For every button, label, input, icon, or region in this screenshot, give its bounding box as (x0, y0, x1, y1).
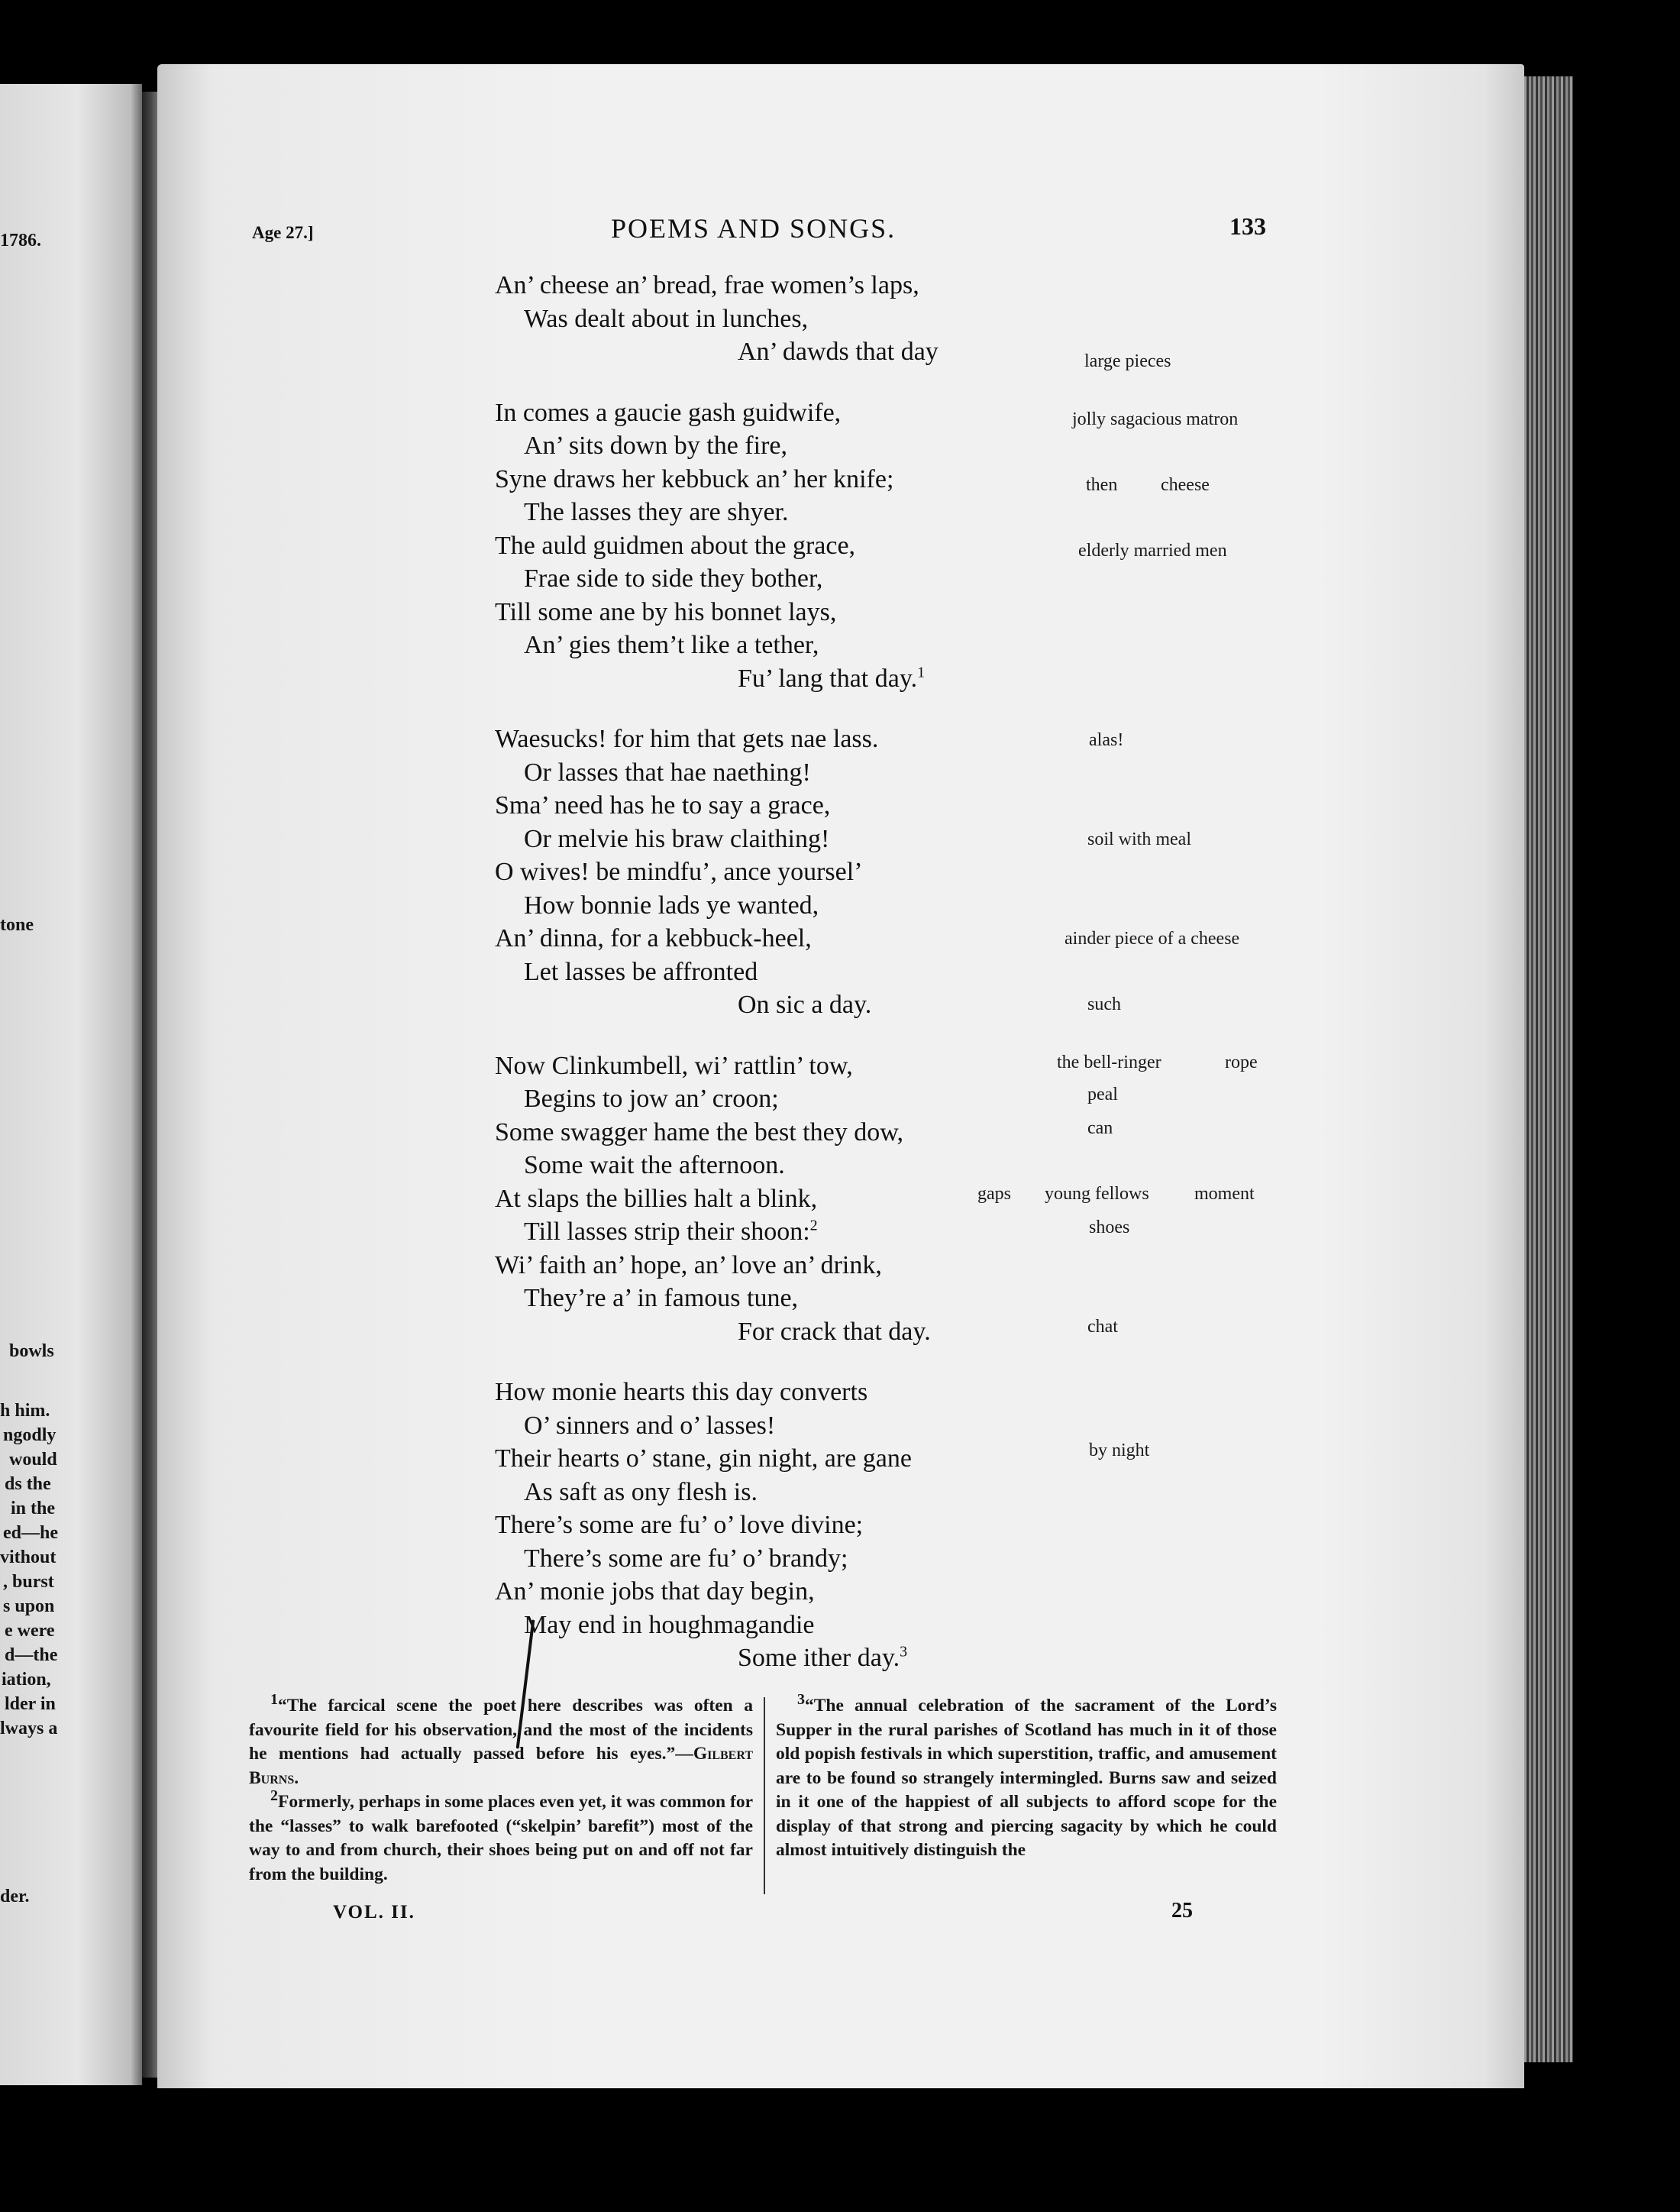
marginal-gloss: alas! (1089, 730, 1124, 750)
left-page-fragment-text: 1786. (0, 231, 41, 251)
left-page-fragment-text: tone (0, 915, 34, 935)
poem-line-text: Now Clinkumbell, wi’ rattlin’ tow, (495, 1051, 853, 1080)
poem-line (495, 1476, 1029, 1509)
poem-line (495, 1609, 1029, 1642)
poem-body (495, 269, 1029, 1703)
poem-line-text: As saft as ony flesh is. (524, 1477, 758, 1506)
signature-mark: 25 (1171, 1899, 1193, 1923)
poem-line (495, 823, 1029, 856)
footnote-column-rule (764, 1697, 765, 1894)
marginal-gloss: soil with meal (1087, 830, 1191, 849)
left-page-fragment-text: ds the (5, 1474, 51, 1494)
poem-line-text: Begins to jow an’ croon; (524, 1085, 779, 1113)
footnote-number: 1 (270, 1691, 278, 1709)
poem-line (495, 1376, 1029, 1409)
marginal-gloss: peal (1087, 1085, 1118, 1104)
marginal-gloss: jolly sagacious matron (1072, 409, 1239, 429)
left-page-fragment-text: h him. (0, 1401, 50, 1421)
marginal-gloss: gaps (977, 1184, 1011, 1204)
poem-line-text: May end in houghmagandie (524, 1610, 815, 1639)
poem-line (495, 302, 1029, 336)
poem-stanza (495, 269, 1029, 369)
marginal-gloss: the bell-ringer (1057, 1053, 1161, 1072)
poem-line (495, 988, 1029, 1022)
poem-line-text: How monie hearts this day converts (495, 1378, 868, 1406)
poem-line (495, 269, 1029, 302)
marginal-gloss: can (1087, 1118, 1113, 1138)
left-page-fragment-text: iation, (2, 1670, 51, 1690)
poem-line (495, 1315, 1029, 1349)
left-page-fragment-text: , burst (3, 1572, 54, 1592)
left-page-fragment-text: would (9, 1450, 57, 1470)
poem-line-text: On sic a day. (738, 991, 872, 1019)
left-page-fragment-text: e were (5, 1621, 55, 1641)
poem-line-text: An’ gies them’t like a tether, (524, 631, 819, 659)
footnote (249, 1787, 753, 1887)
poem-line-text: An’ dinna, for a kebbuck-heel, (495, 924, 812, 952)
marginal-gloss: moment (1194, 1184, 1255, 1204)
poem-line-text: The auld guidmen about the grace, (495, 531, 856, 560)
poem-line-text: Waesucks! for him that gets nae lass. (495, 725, 879, 753)
poem-line (495, 429, 1029, 463)
footnote (249, 1691, 753, 1790)
footnote-attribution: Gilbert Burns. (249, 1744, 753, 1788)
running-head-left: Age 27.] (252, 223, 314, 242)
poem-line (495, 956, 1029, 989)
marginal-gloss: by night (1089, 1441, 1150, 1460)
left-page-fragment-text: lways a (0, 1719, 58, 1738)
poem-line-text: An’ dawds that day (738, 338, 939, 366)
poem-line-text: Their hearts o’ stane, gin night, are gane (495, 1444, 912, 1473)
poem-line (495, 1641, 1029, 1675)
poem-line (495, 629, 1029, 662)
poem-line (495, 789, 1029, 823)
poem-line-text: There’s some are fu’ o’ brandy; (524, 1544, 848, 1573)
poem-stanza (495, 1049, 1029, 1349)
poem-line-text: Was dealt about in lunches, (524, 304, 809, 333)
poem-line-text: Till lasses strip their shoon: (524, 1218, 810, 1246)
poem-line (495, 1409, 1029, 1443)
poem-line-text: Fu’ lang that day. (738, 664, 918, 693)
poem-line-text: O wives! be mindfu’, ance yoursel’ (495, 858, 863, 886)
poem-line (495, 1182, 1029, 1216)
book-gutter (142, 92, 159, 2078)
poem-line-text: O’ sinners and o’ lasses! (524, 1411, 776, 1440)
page-edges (1520, 76, 1573, 2062)
poem-line-text: Wi’ faith an’ hope, an’ love an’ drink, (495, 1250, 882, 1279)
marginal-gloss: then (1086, 475, 1118, 495)
poem-line-text: Sma’ need has he to say a grace, (495, 791, 831, 820)
poem-line (495, 596, 1029, 629)
poem-line (495, 723, 1029, 756)
poem-line-text: Syne draws her kebbuck an’ her knife; (495, 464, 894, 493)
left-page-fragment-text: der. (0, 1887, 30, 1906)
poem-line (495, 1442, 1029, 1476)
poem-line (495, 335, 1029, 369)
poem-line-text: In comes a gaucie gash guidwife, (495, 398, 842, 427)
poem-line-text: They’re a’ in famous tune, (524, 1284, 799, 1312)
volume-marker: VOL. II. (333, 1902, 415, 1923)
poem-line (495, 1282, 1029, 1315)
poem-line (495, 1149, 1029, 1182)
poem-line (495, 1249, 1029, 1282)
left-page-fragment-text: in the (11, 1499, 56, 1518)
poem-line-text: Some wait the afternoon. (524, 1151, 785, 1179)
footnote (776, 1691, 1277, 1863)
footnotes-right-column (776, 1691, 1277, 1863)
poem-line (495, 1116, 1029, 1150)
footnote-text: Formerly, perhaps in some places even yet, it was common for the “lasses” to walk barefooted (“skelpin’ barefit”) most of the way to and from church, their shoes being put on and off not far from the building. (249, 1792, 753, 1884)
poem-line-text: An’ cheese an’ bread, frae women’s laps, (495, 271, 919, 299)
poem-line-text: Some ither day. (738, 1644, 900, 1672)
poem-line-text: Frae side to side they bother, (524, 564, 823, 593)
poem-line (495, 662, 1029, 696)
poem-line (495, 1215, 1029, 1249)
left-page-fragment-text: lder in (5, 1694, 56, 1714)
poem-line-text: Let lasses be affronted (524, 957, 758, 986)
poem-line-text: How bonnie lads ye wanted, (524, 891, 819, 920)
poem-line (495, 756, 1029, 790)
footnote-text: “The annual celebration of the sacrament of the Lord’s Supper in the rural parishes of Scotland has much in it of those old popish festivals in which superstition, traffic, and amusement are to be found so strangely intermingled. Burns saw and seized in it one of the happiest of all subjects to afford scope for the display of that strong and piercing sagacity by which he could almost intuitively distinguish the (776, 1696, 1277, 1860)
footnote-text: “The farcical scene the poet here describes was often a favourite field for his observation, and the most of the incidents he mentions had actually passed before his eyes.”— (249, 1696, 753, 1764)
poem-line-text: Or melvie his braw claithing! (524, 824, 830, 853)
poem-line-text: There’s some are fu’ o’ love divine; (495, 1511, 864, 1539)
page-number: 133 (1229, 212, 1266, 240)
poem-line (495, 855, 1029, 889)
poem-line-text: Some swagger hame the best they dow, (495, 1117, 904, 1146)
poem-line (495, 1049, 1029, 1083)
footnote-reference: 3 (900, 1643, 908, 1661)
marginal-gloss: large pieces (1084, 351, 1171, 371)
running-title: POEMS AND SONGS. (611, 213, 897, 244)
poem-line-text: Or lasses that hae naething! (524, 758, 811, 787)
poem-line (495, 1509, 1029, 1542)
poem-line-text: For crack that day. (738, 1317, 931, 1346)
poem-line (495, 396, 1029, 430)
poem-line (495, 1082, 1029, 1116)
footnote-reference: 1 (917, 664, 926, 681)
marginal-gloss: shoes (1089, 1218, 1130, 1237)
poem-line (495, 1575, 1029, 1609)
poem-line (495, 496, 1029, 529)
left-page-fragment-text: bowls (9, 1341, 54, 1361)
marginal-gloss: chat (1087, 1317, 1118, 1337)
poem-line (495, 922, 1029, 956)
poem-line-text: An’ sits down by the fire, (524, 432, 787, 460)
footnotes-left-column (249, 1691, 753, 1887)
marginal-gloss: cheese (1161, 475, 1210, 495)
footnote-reference: 2 (809, 1217, 818, 1234)
poem-line (495, 529, 1029, 563)
left-page-fragment-text: ed—he (3, 1523, 58, 1543)
marginal-gloss: young fellows (1045, 1184, 1149, 1204)
marginal-gloss: rope (1225, 1053, 1258, 1072)
left-page-fragment-text: ngodly (3, 1425, 57, 1445)
poem-line (495, 889, 1029, 923)
left-page-fragment-text: s upon (3, 1596, 55, 1616)
marginal-gloss: elderly married men (1078, 541, 1227, 561)
left-page-fragment (0, 84, 142, 2085)
left-page-fragment-text: vithout (0, 1547, 57, 1567)
poem-line-text: The lasses they are shyer. (524, 498, 789, 526)
poem-line-text: At slaps the billies halt a blink, (495, 1184, 818, 1213)
poem-stanza (495, 723, 1029, 1022)
poem-line-text: An’ monie jobs that day begin, (495, 1577, 815, 1606)
left-page-fragment-text: d—the (5, 1645, 58, 1665)
poem-line (495, 562, 1029, 596)
marginal-gloss: such (1087, 994, 1121, 1014)
footnote-number: 2 (270, 1787, 278, 1805)
poem-line (495, 1542, 1029, 1576)
marginal-gloss: ainder piece of a cheese (1065, 929, 1240, 949)
poem-line-text: Till some ane by his bonnet lays, (495, 597, 837, 626)
poem-stanza (495, 1376, 1029, 1675)
footnote-number: 3 (797, 1691, 805, 1709)
poem-stanza (495, 396, 1029, 696)
poem-line (495, 463, 1029, 496)
